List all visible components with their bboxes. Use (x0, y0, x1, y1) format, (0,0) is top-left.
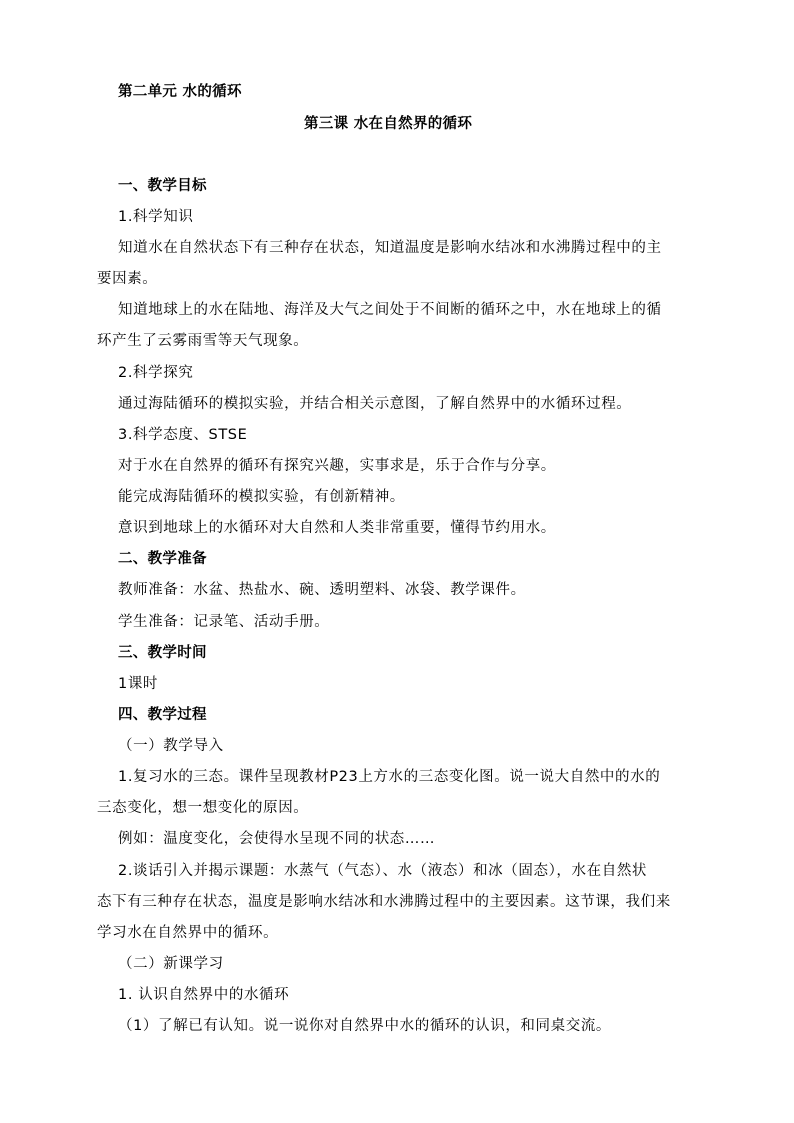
paragraph-line: 要因素。 (97, 271, 158, 287)
section-heading-preparation: 二、教学准备 (118, 551, 207, 567)
paragraph-line: 态下有三种存在状态，温度是影响水结冰和水沸腾过程中的主要因素。这节课，我们来 (97, 894, 671, 910)
paragraph-line: 1课时 (118, 676, 159, 692)
paragraph-line: 2.谈话引入并揭示课题：水蒸气（气态）、水（液态）和冰（固态），水在自然状 (118, 863, 648, 879)
paragraph-line: 意识到地球上的水循环对大自然和人类非常重要，懂得节约用水。 (118, 520, 556, 536)
paragraph-line: 环产生了云雾雨雪等天气现象。 (97, 333, 309, 349)
subheading-inquiry: 2.科学探究 (118, 365, 194, 381)
paragraph-line: （1）了解已有认知。说一说你对自然界中水的循环的认识，和同桌交流。 (118, 1018, 612, 1034)
paragraph-line: 学习水在自然界中的循环。 (97, 925, 279, 941)
subheading-new-lesson: （二）新课学习 (118, 956, 224, 972)
paragraph-line: 1. 认识自然界中的水循环 (118, 987, 290, 1003)
section-heading-objectives: 一、教学目标 (118, 178, 207, 194)
paragraph-line: 三态变化，想一想变化的原因。 (97, 800, 309, 816)
paragraph-line: 1.复习水的三态。课件呈现教材P23上方水的三态变化图。说一说大自然中的水的 (118, 769, 661, 785)
subheading-introduction: （一）教学导入 (118, 738, 224, 754)
paragraph-line: 通过海陆循环的模拟实验，并结合相关示意图，了解自然界中的水循环过程。 (118, 396, 632, 412)
paragraph-line: 教师准备：水盆、热盐水、碗、透明塑料、冰袋、教学课件。 (118, 582, 526, 598)
lesson-title: 第三课 水在自然界的循环 (304, 116, 473, 132)
paragraph-line: 能完成海陆循环的模拟实验，有创新精神。 (118, 489, 405, 505)
paragraph-line: 学生准备：记录笔、活动手册。 (118, 614, 330, 630)
paragraph-line: 知道地球上的水在陆地、海洋及大气之间处于不间断的循环之中，水在地球上的循 (118, 302, 662, 318)
unit-title: 第二单元 水的循环 (118, 84, 242, 100)
subheading-attitude: 3.科学态度、STSE (118, 427, 248, 443)
section-heading-time: 三、教学时间 (118, 645, 207, 661)
paragraph-line: 知道水在自然状态下有三种存在状态，知道温度是影响水结冰和水沸腾过程中的主 (118, 240, 662, 256)
paragraph-line: 例如：温度变化，会使得水呈现不同的状态…… (118, 831, 436, 847)
section-heading-process: 四、教学过程 (118, 707, 207, 723)
subheading-knowledge: 1.科学知识 (118, 209, 194, 225)
paragraph-line: 对于水在自然界的循环有探究兴趣，实事求是，乐于合作与分享。 (118, 458, 556, 474)
